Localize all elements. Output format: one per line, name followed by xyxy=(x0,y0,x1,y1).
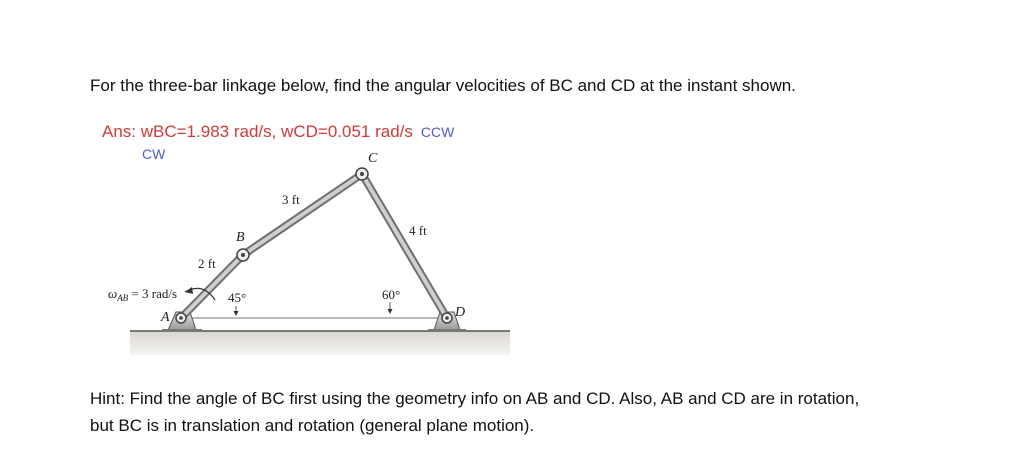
omega-subscript: AB xyxy=(117,293,129,303)
hint-line-2: but BC is in translation and rotation (general plane motion). xyxy=(90,416,535,435)
omega-arrowhead xyxy=(185,287,193,294)
hint-line-1: Hint: Find the angle of BC first using the geometry info on AB and CD. Also, AB and CD are in rotation, xyxy=(90,389,860,408)
omega-value: = 3 rad/s xyxy=(128,286,178,301)
ccw-note: CCW xyxy=(420,124,455,140)
answer-text: Ans: wBC=1.983 rad/s, wCD=0.051 rad/s xyxy=(102,122,413,141)
omega-symbol: ω xyxy=(108,286,118,301)
angle-cd-label: 60° xyxy=(382,287,401,302)
point-a-label: A xyxy=(161,310,170,325)
length-bc-label: 3 ft xyxy=(282,192,300,207)
hint-text xyxy=(90,385,990,439)
length-ab-label: 2 ft xyxy=(198,256,216,271)
question-text: For the three-bar linkage below, find the angular velocities of BC and CD at the instant shown. xyxy=(90,76,796,95)
length-cd-label: 4 ft xyxy=(409,223,427,238)
point-b-label: B xyxy=(236,230,245,245)
omega-label xyxy=(108,286,177,303)
point-c-label: C xyxy=(368,151,378,166)
cw-note: CW xyxy=(142,146,166,162)
ground xyxy=(130,331,510,355)
point-d-label: D xyxy=(455,305,466,320)
angle-ab-label: 45° xyxy=(228,290,247,305)
